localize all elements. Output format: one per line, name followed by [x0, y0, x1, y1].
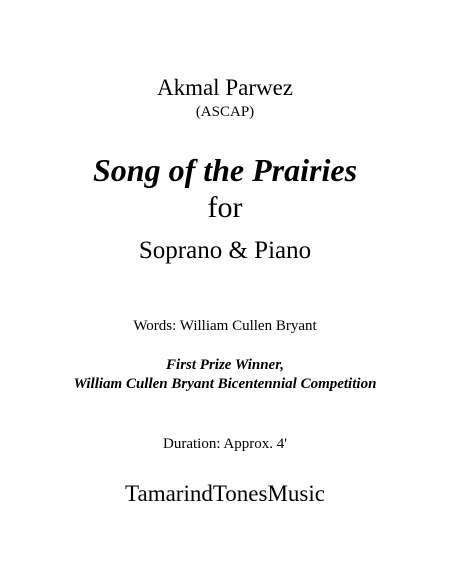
lyricist-credit: Words: William Cullen Bryant	[133, 318, 317, 334]
publisher-name: TamarindTonesMusic	[125, 481, 325, 506]
work-title: Song of the Prairies	[92, 152, 358, 188]
duration: Duration: Approx. 4'	[163, 436, 287, 452]
award-line: First Prize Winner,	[166, 357, 284, 373]
award-competition: William Cullen Bryant Bicentennial Competition	[73, 376, 377, 392]
performing-rights-society: (ASCAP)	[195, 104, 255, 120]
instrumentation: Soprano & Piano	[138, 237, 312, 264]
composer-name: Akmal Parwez	[156, 75, 294, 100]
for-label: for	[207, 191, 243, 224]
